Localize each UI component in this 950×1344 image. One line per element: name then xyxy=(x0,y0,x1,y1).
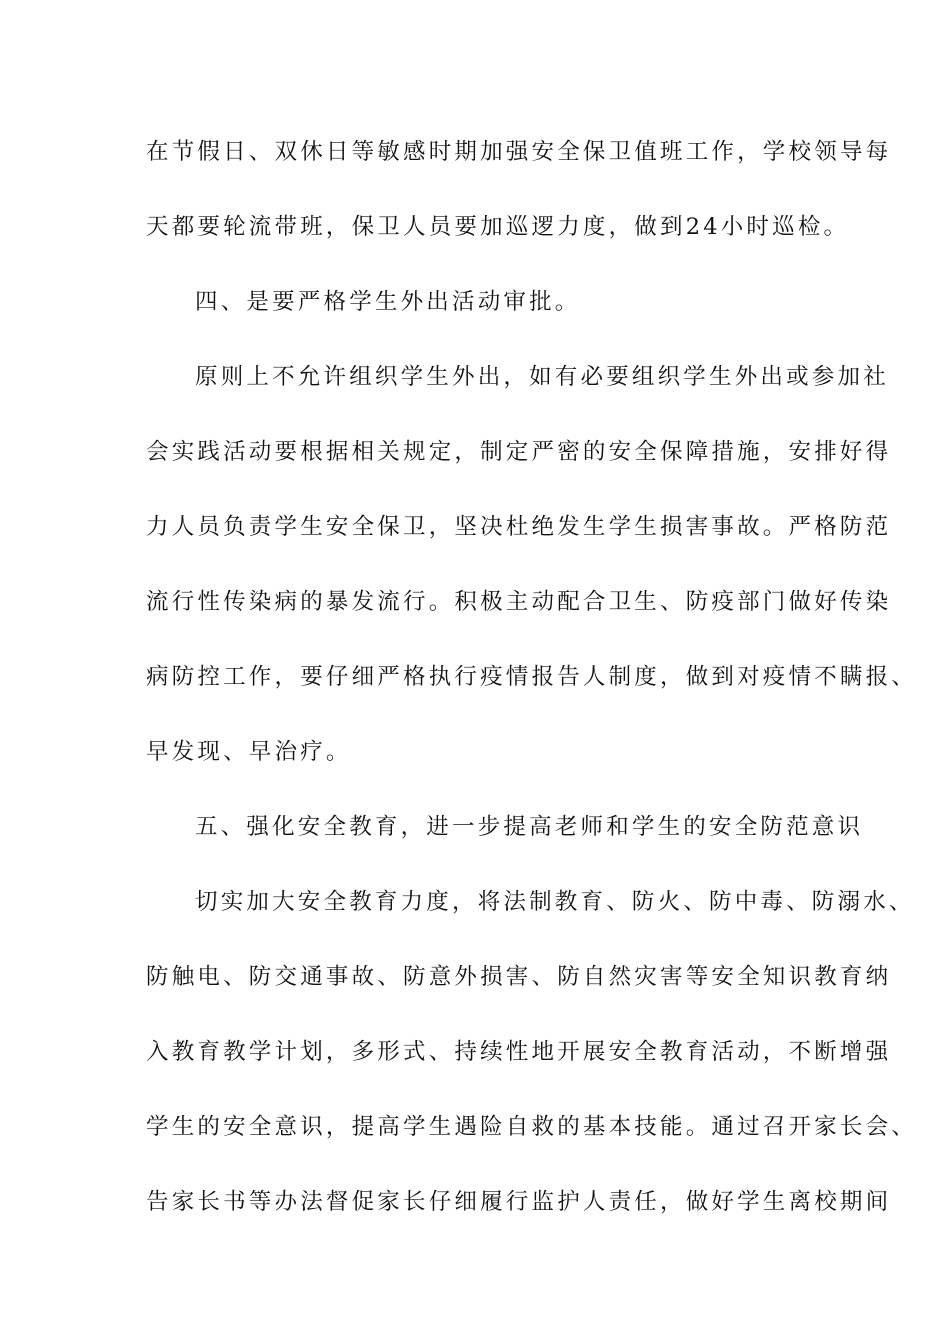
paragraph-line: 天都要轮流带班，保卫人员要加巡逻力度，做到24小时巡检。 xyxy=(146,214,850,240)
paragraph-line: 会实践活动要根据相关规定，制定严密的安全保障措施，安排好得 xyxy=(146,439,892,465)
paragraph-line: 病防控工作，要仔细严格执行疫情报告人制度，做到对疫情不瞒报、 xyxy=(146,664,918,690)
paragraph-line: 学生的安全意识，提高学生遇险自救的基本技能。通过召开家长会、 xyxy=(146,1114,918,1140)
section-heading: 五、强化安全教育，进一步提高老师和学生的安全防范意识 xyxy=(195,814,864,840)
paragraph-line: 力人员负责学生安全保卫，坚决杜绝发生学生损害事故。严格防范 xyxy=(146,514,892,540)
paragraph-line: 切实加大安全教育力度，将法制教育、防火、防中毒、防溺水、 xyxy=(195,889,915,915)
paragraph-line: 告家长书等办法督促家长仔细履行监护人责任，做好学生离校期间 xyxy=(146,1189,892,1215)
paragraph-line: 流行性传染病的暴发流行。积极主动配合卫生、防疫部门做好传染 xyxy=(146,589,892,615)
paragraph-line: 在节假日、双休日等敏感时期加强安全保卫值班工作，学校领导每 xyxy=(146,139,892,165)
paragraph-line: 早发现、早治疗。 xyxy=(146,739,352,765)
section-heading: 四、是要严格学生外出活动审批。 xyxy=(195,289,581,315)
paragraph-line: 防触电、防交通事故、防意外损害、防自然灾害等安全知识教育纳 xyxy=(146,964,892,990)
paragraph-line: 入教育教学计划，多形式、持续性地开展安全教育活动，不断增强 xyxy=(146,1039,892,1065)
paragraph-line: 原则上不允许组织学生外出，如有必要组织学生外出或参加社 xyxy=(195,364,889,390)
